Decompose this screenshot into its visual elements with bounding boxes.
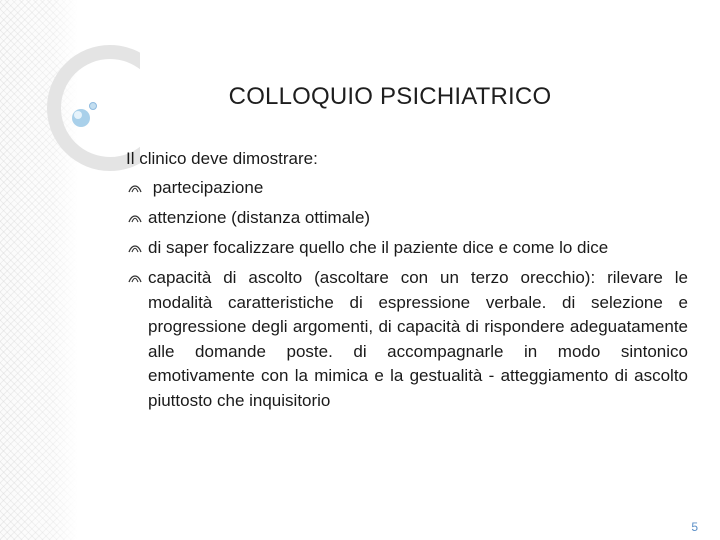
bullet-marker-icon (128, 243, 142, 253)
decorative-bubble-large (72, 109, 90, 127)
bullet-item (126, 266, 688, 413)
bullet-marker-icon (128, 273, 142, 283)
bullet-item (126, 176, 688, 200)
slide-title: COLLOQUIO PSICHIATRICO (228, 83, 552, 110)
bullet-item (126, 236, 688, 260)
bullet-marker-icon (128, 183, 142, 193)
decorative-circles (0, 0, 140, 220)
bullet-text: di saper focalizzare quello che il paziente dice e come lo dice (148, 238, 609, 257)
bullet-marker-icon (128, 213, 142, 223)
page-number: 5 (691, 520, 698, 534)
bullet-text: attenzione (distanza ottimale) (148, 208, 371, 227)
decorative-bubble-small (90, 103, 97, 110)
decorative-ring (54, 52, 140, 164)
bullet-list (126, 176, 688, 419)
bullet-text: capacità di ascolto (ascoltare con un terzo orecchio): rilevare le modalità caratteristiche di espressione verbale. di selezione e progressione degli argomenti, di capacità di rispondere adeguatamente alle domande poste. di accompagnarle in modo sintonico emotivamente con la mimica e la gestualità - atteggiamento di ascolto piuttosto che inquisitorio (148, 268, 688, 410)
bullet-item (126, 206, 688, 230)
decorative-bubble-highlight (74, 111, 82, 119)
bullet-text: partecipazione (148, 178, 264, 197)
intro-text: Il clinico deve dimostrare: (126, 149, 318, 168)
